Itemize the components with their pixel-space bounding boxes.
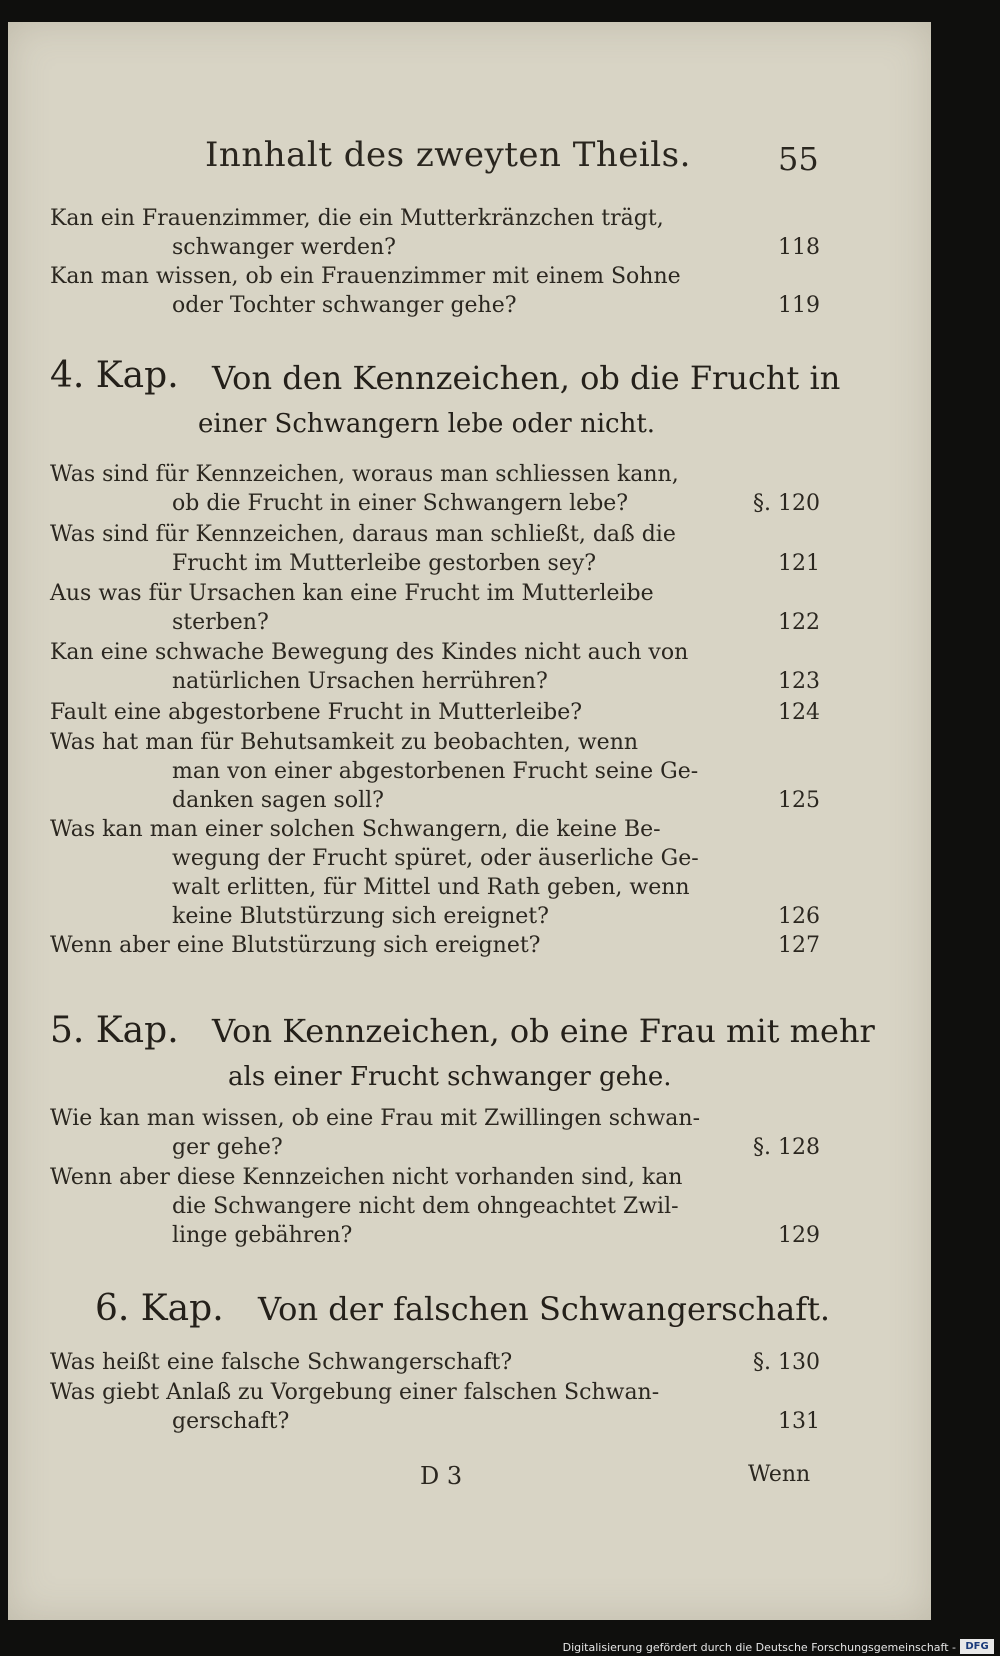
signature-mark: D 3 xyxy=(420,1462,463,1490)
entry-text-line: keine Blutstürzung sich ereignet? xyxy=(172,904,549,929)
entry-text-line: Wie kan man wissen, ob eine Frau mit Zwillingen schwan- xyxy=(50,1106,701,1131)
entry-text-line: natürlichen Ursachen herrühren? xyxy=(172,669,548,694)
entry-page-ref: 119 xyxy=(778,293,820,318)
entry-text-line: sterben? xyxy=(172,610,269,635)
chapter-title: Von Kennzeichen, ob eine Frau mit mehr xyxy=(212,1012,875,1050)
entry-text-line: ob die Frucht in einer Schwangern lebe? xyxy=(172,491,629,516)
entry-text-line: Wenn aber diese Kennzeichen nicht vorhanden sind, kan xyxy=(50,1165,683,1190)
entry-page-ref: §. 130 xyxy=(753,1350,820,1375)
entry-text-line: ger gehe? xyxy=(172,1135,283,1160)
entry-text-line: die Schwangere nicht dem ohngeachtet Zwil- xyxy=(172,1194,679,1219)
entry-page-ref: 123 xyxy=(778,669,820,694)
digitization-credit: Digitalisierung gefördert durch die Deutsche Forschungsgemeinschaft - xyxy=(562,1641,956,1654)
entry-page-ref: 125 xyxy=(778,788,820,813)
chapter-title: Von den Kennzeichen, ob die Frucht in xyxy=(212,359,841,397)
entry-page-ref: §. 120 xyxy=(753,491,820,516)
entry-text-line: wegung der Frucht spüret, oder äuserliche Ge- xyxy=(172,846,699,871)
chapter-number: 5. Kap. xyxy=(50,1010,179,1051)
chapter-title: einer Schwangern lebe oder nicht. xyxy=(198,409,656,439)
entry-page-ref: 118 xyxy=(778,235,820,260)
entry-text-line: Kan eine schwache Bewegung des Kindes nicht auch von xyxy=(50,640,689,665)
entry-page-ref: §. 128 xyxy=(753,1135,820,1160)
entry-text-line: Wenn aber eine Blutstürzung sich ereignet? xyxy=(50,933,541,958)
entry-text-line: danken sagen soll? xyxy=(172,788,384,813)
dfg-logo: DFG xyxy=(960,1639,994,1654)
entry-page-ref: 126 xyxy=(778,904,820,929)
entry-page-ref: 129 xyxy=(778,1223,820,1248)
entry-text-line: Was hat man für Behutsamkeit zu beobachten, wenn xyxy=(50,730,639,755)
entry-text-line: Frucht im Mutterleibe gestorben sey? xyxy=(172,551,597,576)
entry-text-line: gerschaft? xyxy=(172,1409,290,1434)
entry-page-ref: 131 xyxy=(778,1409,820,1434)
chapter-number: 4. Kap. xyxy=(50,355,179,396)
entry-text-line: Was kan man einer solchen Schwangern, die keine Be- xyxy=(50,817,661,842)
entry-text-line: Kan man wissen, ob ein Frauenzimmer mit einem Sohne xyxy=(50,264,681,289)
entry-text-line: Was giebt Anlaß zu Vorgebung einer falschen Schwan- xyxy=(50,1380,660,1405)
running-header-title: Innhalt des zweyten Theils. xyxy=(205,135,691,175)
entry-text-line: Fault eine abgestorbene Frucht in Mutterleibe? xyxy=(50,700,583,725)
entry-text-line: Aus was für Ursachen kan eine Frucht im Mutterleibe xyxy=(50,581,654,606)
entry-page-ref: 124 xyxy=(778,700,820,725)
entry-text-line: Was sind für Kennzeichen, woraus man schliessen kann, xyxy=(50,462,679,487)
chapter-title: als einer Frucht schwanger gehe. xyxy=(228,1062,672,1092)
entry-text-line: Was sind für Kennzeichen, daraus man schließt, daß die xyxy=(50,522,676,547)
entry-text-line: schwanger werden? xyxy=(172,235,396,260)
chapter-number: 6. Kap. xyxy=(95,1288,224,1329)
entry-page-ref: 121 xyxy=(778,551,820,576)
entry-text-line: linge gebähren? xyxy=(172,1223,353,1248)
page-number: 55 xyxy=(778,140,819,178)
catchword: Wenn xyxy=(748,1462,811,1487)
entry-text-line: walt erlitten, für Mittel und Rath geben, wenn xyxy=(172,875,690,900)
entry-page-ref: 122 xyxy=(778,610,820,635)
entry-text-line: Kan ein Frauenzimmer, die ein Mutterkränzchen trägt, xyxy=(50,206,664,231)
entry-text-line: man von einer abgestorbenen Frucht seine Ge- xyxy=(172,759,699,784)
entry-page-ref: 127 xyxy=(778,933,820,958)
entry-text-line: oder Tochter schwanger gehe? xyxy=(172,293,517,318)
entry-text-line: Was heißt eine falsche Schwangerschaft? xyxy=(50,1350,513,1375)
chapter-title: Von der falschen Schwangerschaft. xyxy=(258,1290,831,1328)
